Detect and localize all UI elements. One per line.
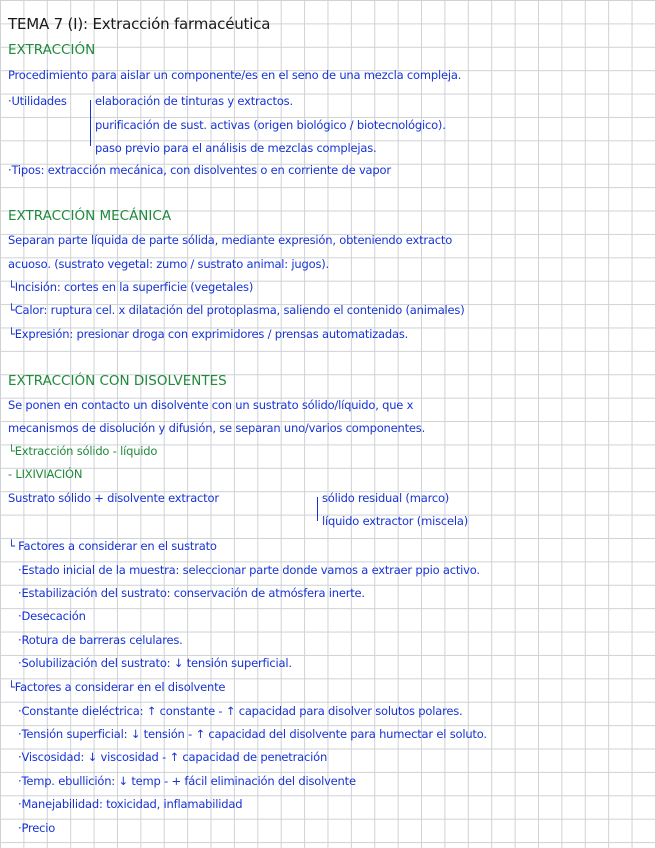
factor-item: ·Viscosidad: ↓ viscosidad - ↑ capacidad de penetración [18,750,328,764]
factores-disolvente-heading: └Factores a considerar en el disolvente [8,680,226,694]
factor-item: ·Desecación [18,609,86,623]
section-heading-extraccion: EXTRACCIÓN [8,42,96,58]
mecanica-text: Separan parte líquida de parte sólida, mediante expresión, obteniendo extracto [8,233,453,247]
utilidades-label: ·Utilidades [8,94,67,108]
utilidad-item: purificación de sust. activas (origen biológico / biotecnológico). [95,118,446,132]
factores-sustrato-heading: └ Factores a considerar en el sustrato [8,539,217,553]
tipos-text: ·Tipos: extracción mecánica, con disolventes o en corriente de vapor [8,163,391,177]
equation-output: sólido residual (marco) [322,491,450,505]
utilidad-item: elaboración de tinturas y extractos. [95,94,293,108]
utilidades-brace [90,100,91,146]
utilidad-item: paso previo para el análisis de mezclas complejas. [95,141,377,155]
section-heading-mecanica: EXTRACCIÓN MECÁNICA [8,208,172,224]
disolventes-text: mecanismos de disolución y difusión, se separan uno/varios componentes. [8,421,426,435]
factor-item: ·Solubilización del sustrato: ↓ tensión superficial. [18,656,292,670]
lixiviacion-equation: Sustrato sólido + disolvente extractor [8,491,219,505]
incision-text: └Incisión: cortes en la superficie (vegetales) [8,280,254,294]
page-title: TEMA 7 (I): Extracción farmacéutica [8,15,271,33]
factor-item: ·Rotura de barreras celulares. [18,633,183,647]
calor-text: └Calor: ruptura cel. x dilatación del protoplasma, saliendo el contenido (animales) [8,303,465,317]
definition-text: Procedimiento para aislar un componente/es en el seno de una mezcla compleja. [8,68,462,82]
equation-brace [317,497,318,521]
factor-item: ·Manejabilidad: toxicidad, inflamabilidad [18,797,243,811]
factor-item: ·Estado inicial de la muestra: seleccionar parte donde vamos a extraer ppio activo. [18,563,480,577]
factor-item: ·Temp. ebullición: ↓ temp - + fácil eliminación del disolvente [18,774,356,788]
disolventes-text: Se ponen en contacto un disolvente con un sustrato sólido/líquido, que x [8,398,414,412]
section-heading-disolventes: EXTRACCIÓN CON DISOLVENTES [8,373,227,389]
solido-liquido-heading: └Extracción sólido - líquido [8,444,158,458]
lixiviacion-heading: - LIXIVIACIÓN [8,467,83,481]
factor-item: ·Precio [18,821,56,835]
mecanica-text: acuoso. (sustrato vegetal: zumo / sustrato animal: jugos). [8,257,329,271]
factor-item: ·Constante dieléctrica: ↑ constante - ↑ capacidad para disolver solutos polares. [18,704,463,718]
expresion-text: └Expresión: presionar droga con exprimidores / prensas automatizadas. [8,327,409,341]
factor-item: ·Tensión superficial: ↓ tensión - ↑ capacidad del disolvente para humectar el soluto. [18,727,487,741]
equation-output: líquido extractor (miscela) [322,514,468,528]
factor-item: ·Estabilización del sustrato: conservación de atmósfera inerte. [18,586,365,600]
